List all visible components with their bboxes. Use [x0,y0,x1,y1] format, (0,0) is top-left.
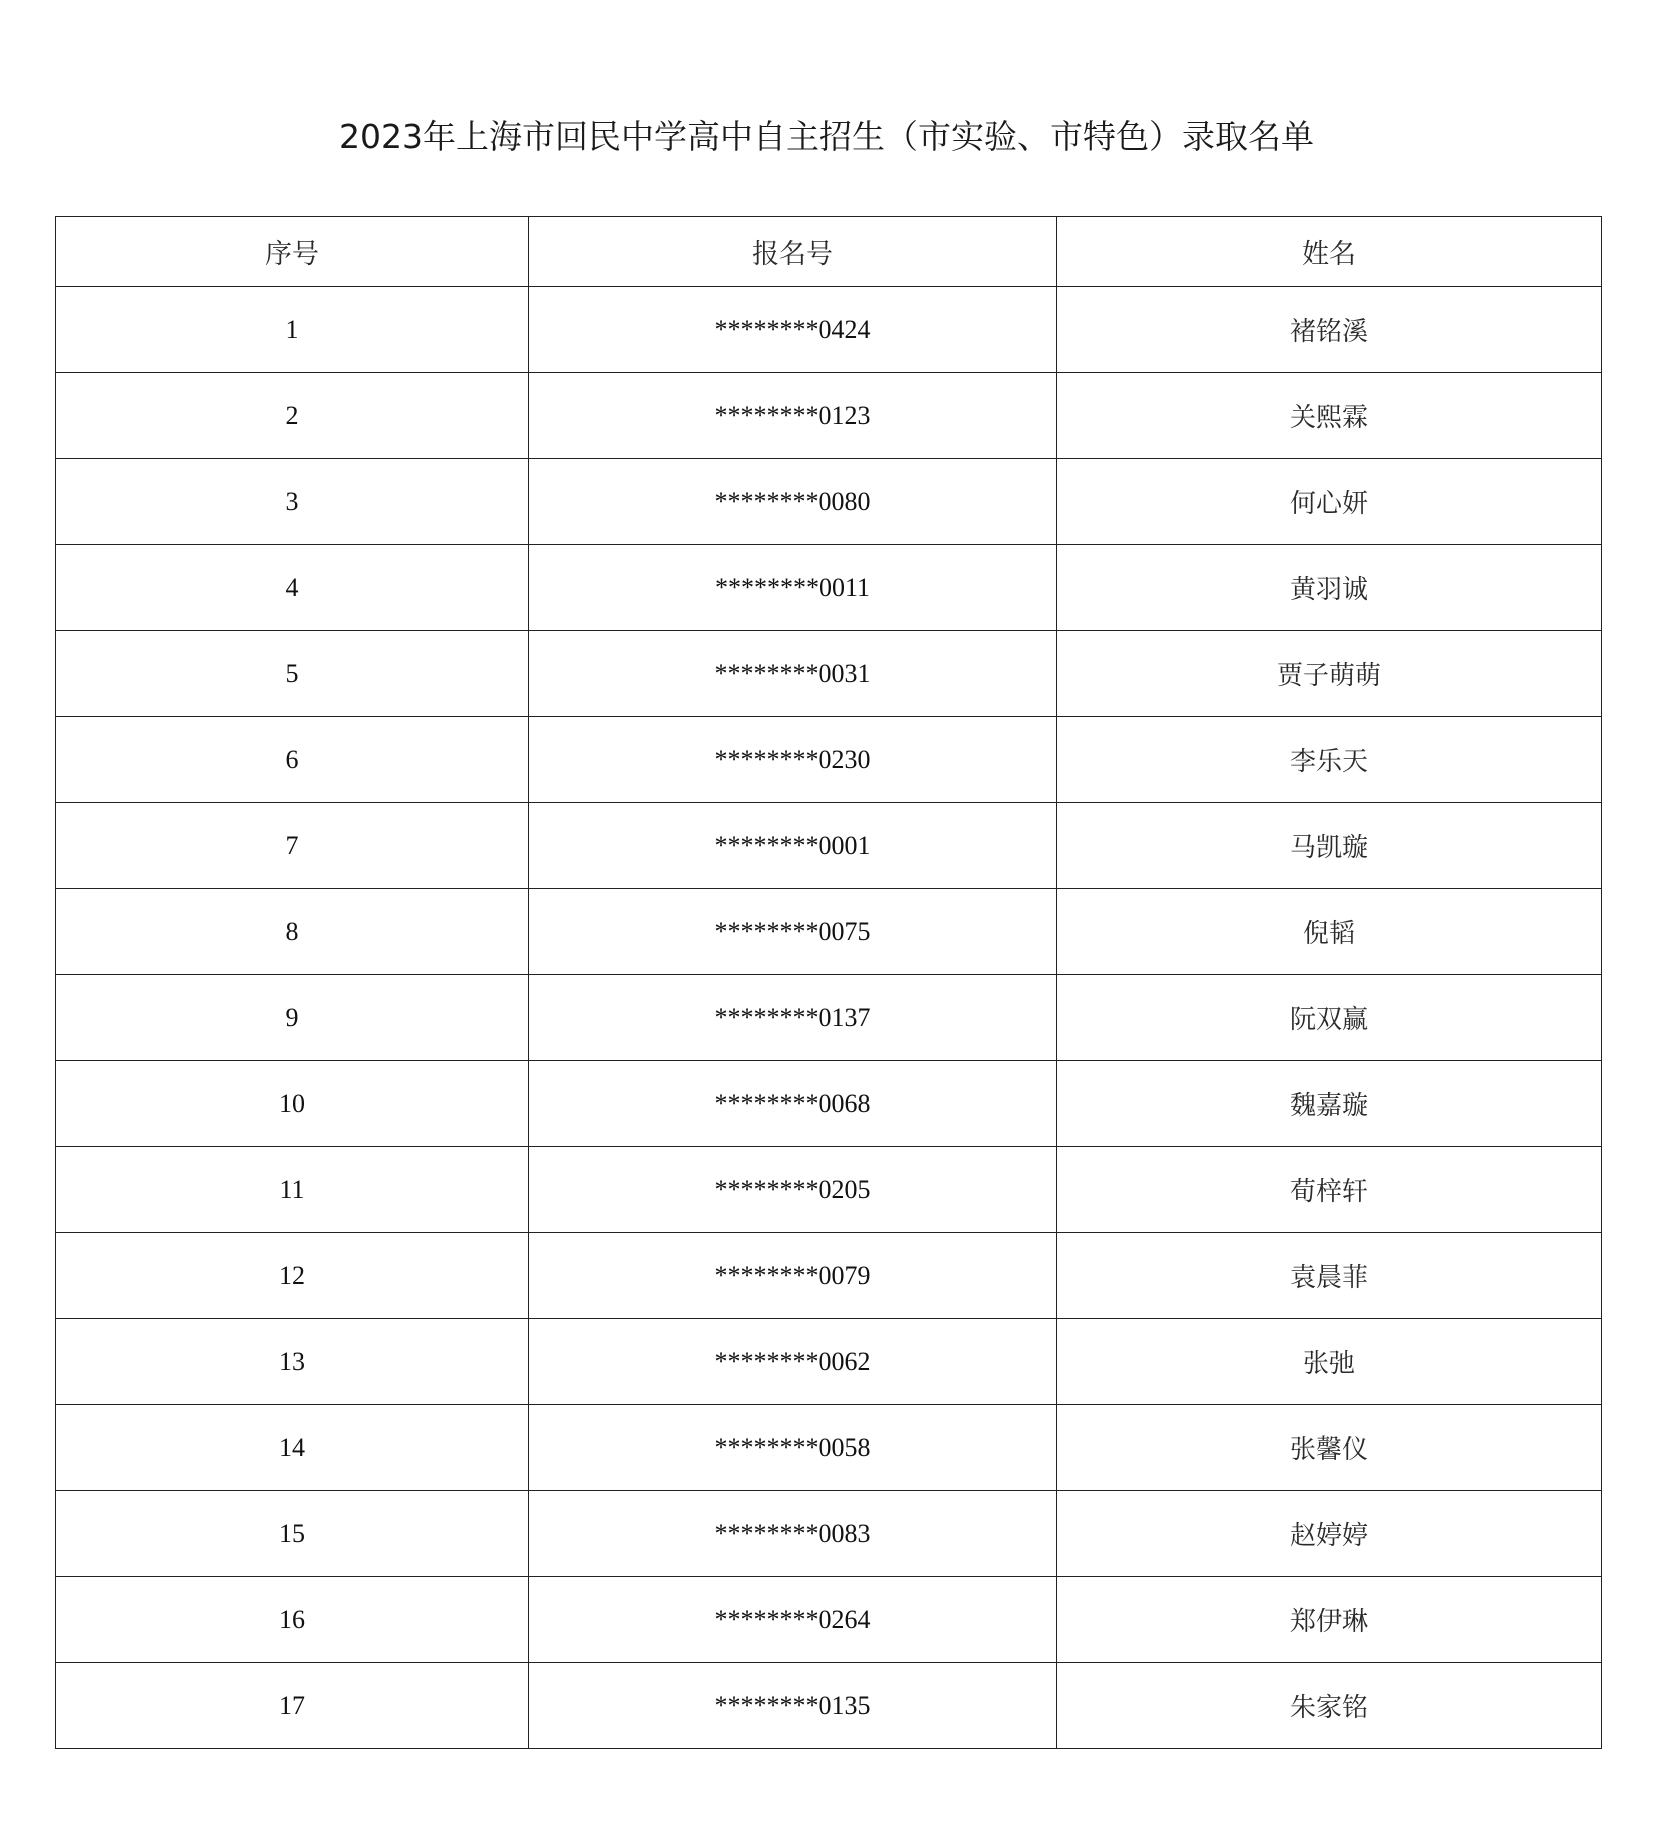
cell-index: 1 [56,287,529,373]
cell-name: 李乐天 [1057,717,1602,803]
cell-index: 15 [56,1491,529,1577]
cell-name: 张弛 [1057,1319,1602,1405]
cell-registration: ********0011 [529,545,1057,631]
cell-name: 贾子萌萌 [1057,631,1602,717]
cell-index: 16 [56,1577,529,1663]
table-row [56,631,1602,717]
header-registration: 报名号 [529,217,1057,287]
cell-name: 黄羽诚 [1057,545,1602,631]
cell-name: 袁晨菲 [1057,1233,1602,1319]
cell-index: 11 [56,1147,529,1233]
document-title: 2023年上海市回民中学高中自主招生（市实验、市特色）录取名单 [339,117,1314,156]
cell-index: 2 [56,373,529,459]
cell-name: 荀梓轩 [1057,1147,1602,1233]
table-row [56,287,1602,373]
cell-index: 14 [56,1405,529,1491]
cell-index: 6 [56,717,529,803]
cell-registration: ********0031 [529,631,1057,717]
table-row [56,1319,1602,1405]
table-row [56,1491,1602,1577]
table-row [56,1663,1602,1749]
header-index: 序号 [56,217,529,287]
table-row [56,889,1602,975]
admission-list-table [55,216,1602,1749]
cell-index: 4 [56,545,529,631]
cell-index: 17 [56,1663,529,1749]
cell-name: 阮双赢 [1057,975,1602,1061]
cell-registration: ********0001 [529,803,1057,889]
cell-index: 5 [56,631,529,717]
cell-name: 张馨仪 [1057,1405,1602,1491]
cell-registration: ********0205 [529,1147,1057,1233]
cell-index: 10 [56,1061,529,1147]
cell-index: 8 [56,889,529,975]
cell-registration: ********0424 [529,287,1057,373]
cell-index: 9 [56,975,529,1061]
cell-registration: ********0058 [529,1405,1057,1491]
cell-name: 魏嘉璇 [1057,1061,1602,1147]
cell-index: 3 [56,459,529,545]
cell-name: 褚铭溪 [1057,287,1602,373]
cell-name: 郑伊琳 [1057,1577,1602,1663]
cell-name: 倪韬 [1057,889,1602,975]
table-body [56,287,1602,1749]
cell-registration: ********0079 [529,1233,1057,1319]
table-row [56,459,1602,545]
table-header [56,217,1602,287]
cell-registration: ********0230 [529,717,1057,803]
cell-registration: ********0123 [529,373,1057,459]
table-row [56,1577,1602,1663]
cell-name: 马凯璇 [1057,803,1602,889]
cell-registration: ********0062 [529,1319,1057,1405]
table-row [56,1147,1602,1233]
table-row [56,545,1602,631]
table-row [56,373,1602,459]
cell-name: 朱家铭 [1057,1663,1602,1749]
cell-index: 13 [56,1319,529,1405]
table-row [56,1233,1602,1319]
cell-name: 何心妍 [1057,459,1602,545]
header-name: 姓名 [1057,217,1602,287]
cell-registration: ********0080 [529,459,1057,545]
cell-name: 赵婷婷 [1057,1491,1602,1577]
cell-registration: ********0264 [529,1577,1057,1663]
cell-registration: ********0075 [529,889,1057,975]
cell-index: 7 [56,803,529,889]
cell-registration: ********0083 [529,1491,1057,1577]
table-row [56,975,1602,1061]
table-row [56,803,1602,889]
cell-registration: ********0135 [529,1663,1057,1749]
cell-name: 关熙霖 [1057,373,1602,459]
table-row [56,1061,1602,1147]
table-row [56,1405,1602,1491]
cell-index: 12 [56,1233,529,1319]
cell-registration: ********0068 [529,1061,1057,1147]
table-row [56,717,1602,803]
cell-registration: ********0137 [529,975,1057,1061]
header-row [56,217,1602,287]
